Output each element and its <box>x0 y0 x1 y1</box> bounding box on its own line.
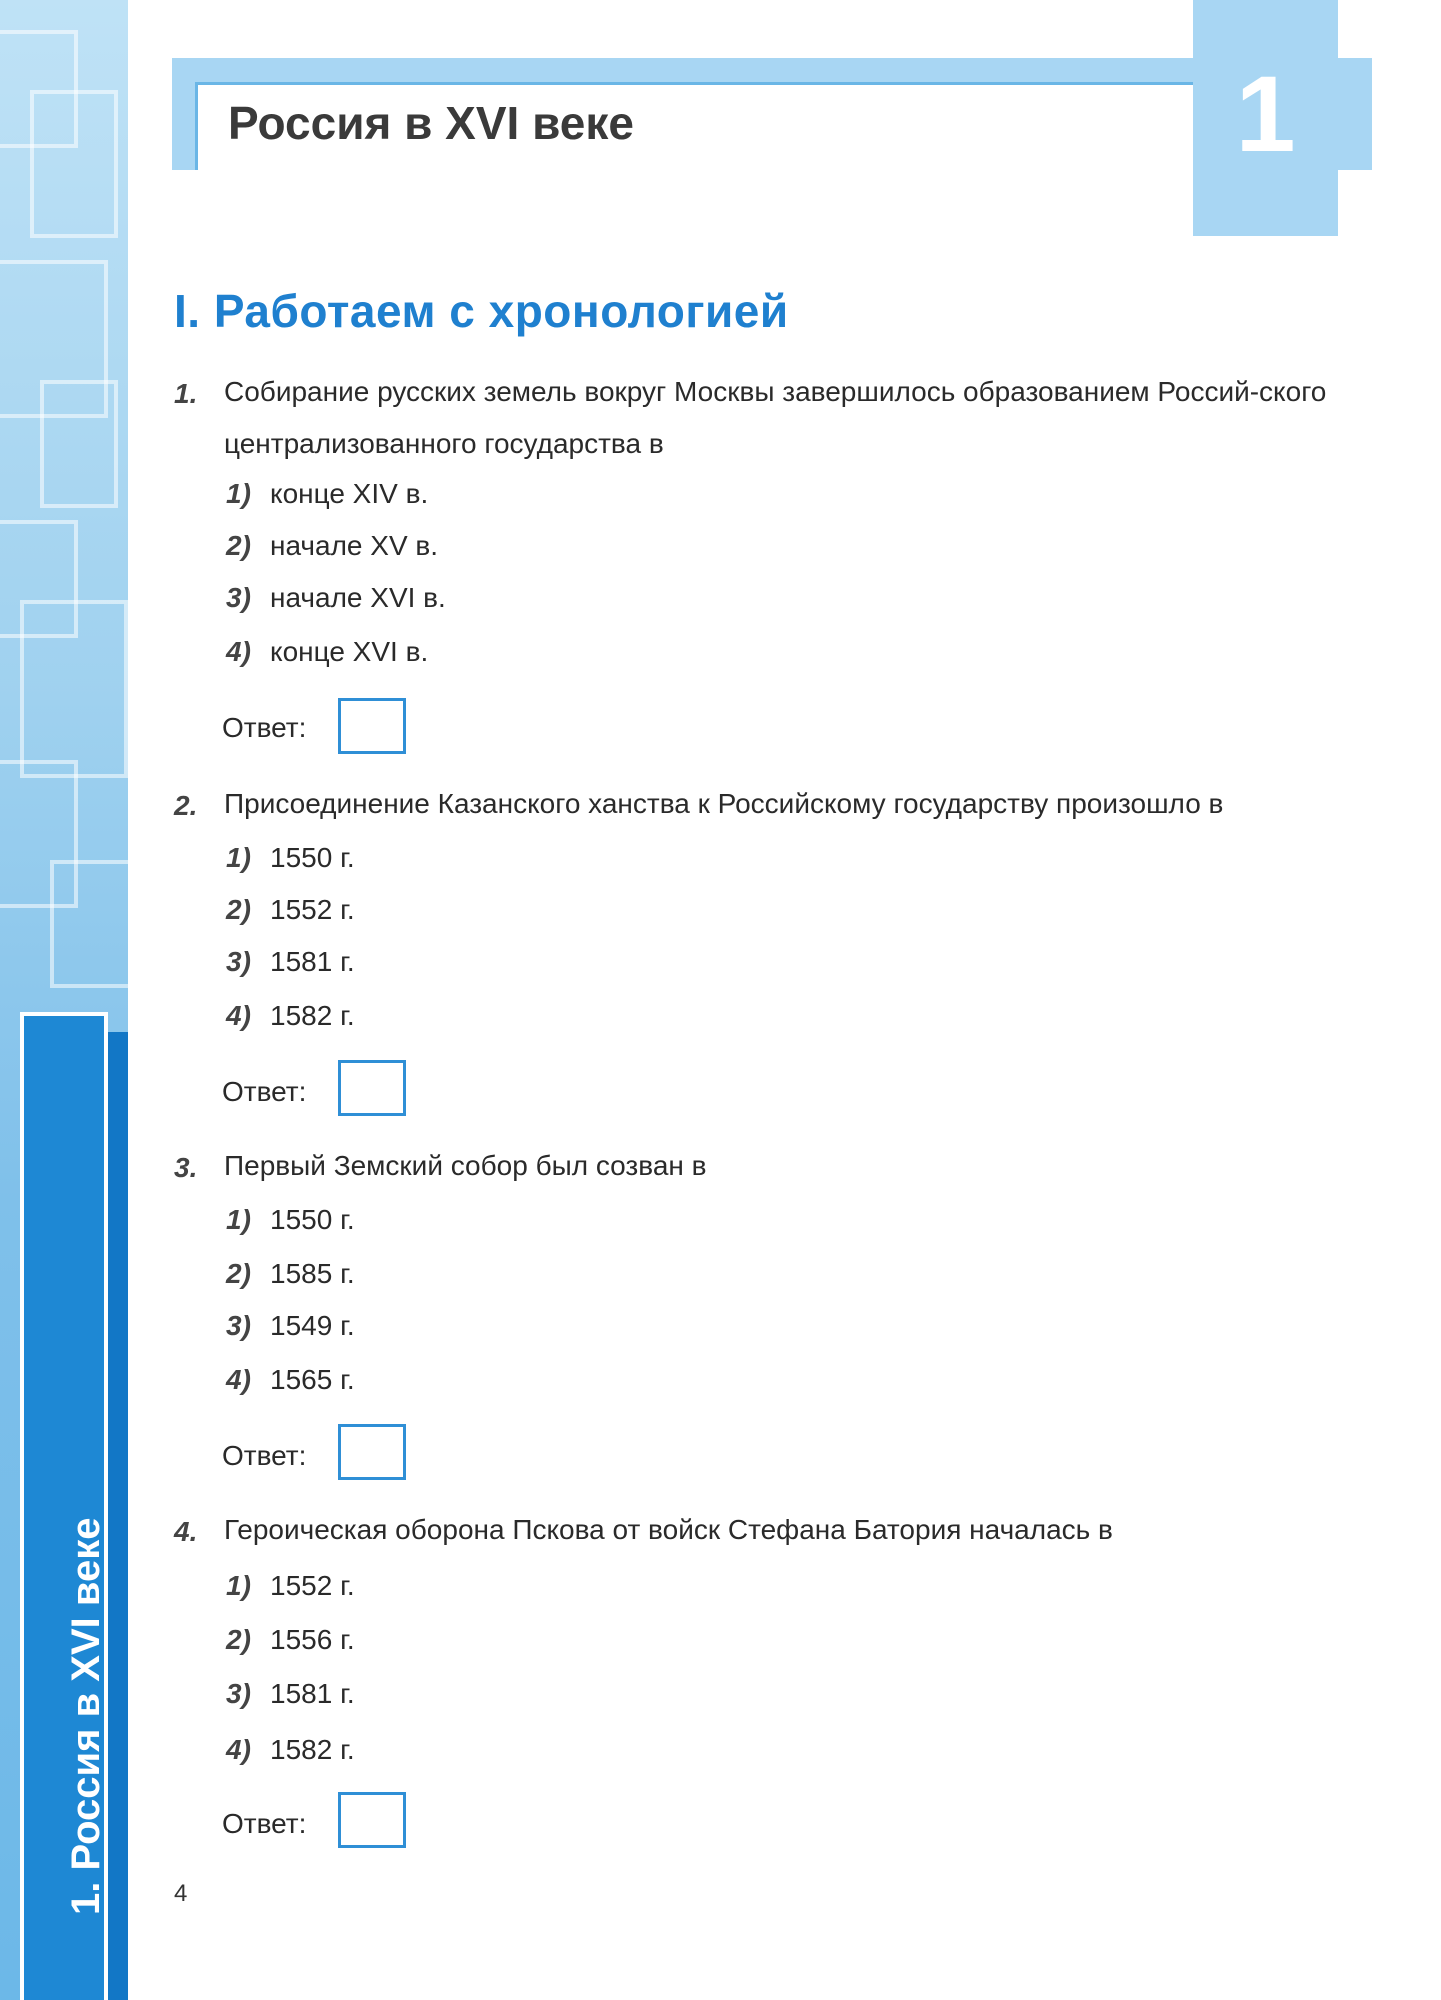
option: 1) конце XIV в. <box>226 478 429 509</box>
option: 2) начале XV в. <box>226 530 439 561</box>
option: 2) 1556 г. <box>226 1624 355 1655</box>
option: 3) 1581 г. <box>226 1678 355 1709</box>
question-number: 2. <box>174 790 198 821</box>
question-number: 3. <box>174 1152 198 1183</box>
question-number: 4. <box>174 1516 198 1547</box>
answer-input-box[interactable] <box>338 1424 406 1480</box>
side-tab-strip <box>108 1032 128 2000</box>
answer-label: Ответ: <box>222 1808 307 1839</box>
option: 3) 1581 г. <box>226 946 355 977</box>
answer-input-box[interactable] <box>338 1792 406 1848</box>
decor-square <box>40 380 118 508</box>
question-number: 1. <box>174 378 198 409</box>
option: 1) 1552 г. <box>226 1570 355 1601</box>
option: 3) начале XVI в. <box>226 582 446 613</box>
option: 4) 1582 г. <box>226 1734 355 1765</box>
option: 2) 1585 г. <box>226 1258 355 1289</box>
option: 3) 1549 г. <box>226 1310 355 1341</box>
question-text: Первый Земский собор был созван в <box>224 1150 707 1181</box>
chapter-number: 1 <box>1235 53 1296 174</box>
section-title: I. Работаем с хронологией <box>174 285 789 337</box>
answer-label: Ответ: <box>222 1440 307 1471</box>
option: 4) конце XVI в. <box>226 636 429 667</box>
decor-square <box>30 90 118 238</box>
option: 1) 1550 г. <box>226 842 355 873</box>
question-text: Собирание русских земель вокруг Москвы завершилось образованием Россий-ского централизованного государства в <box>224 376 1327 459</box>
option: 4) 1582 г. <box>226 1000 355 1031</box>
option: 2) 1552 г. <box>226 894 355 925</box>
option: 1) 1550 г. <box>226 1204 355 1235</box>
question-text: Присоединение Казанского ханства к Российскому государству произошло в <box>224 788 1224 819</box>
answer-input-box[interactable] <box>338 1060 406 1116</box>
side-chapter-label: 1. Россия в XVI веке <box>64 1517 108 1915</box>
decor-square <box>20 600 128 778</box>
question-text: Героическая оборона Пскова от войск Стефана Батория началась в <box>224 1514 1113 1545</box>
option: 4) 1565 г. <box>226 1364 355 1395</box>
answer-input-box[interactable] <box>338 698 406 754</box>
answer-label: Ответ: <box>222 1076 307 1107</box>
answer-label: Ответ: <box>222 712 307 743</box>
chapter-title: Россия в XVI веке <box>228 97 634 149</box>
page-number: 4 <box>174 1880 188 1907</box>
decor-square <box>50 860 128 988</box>
